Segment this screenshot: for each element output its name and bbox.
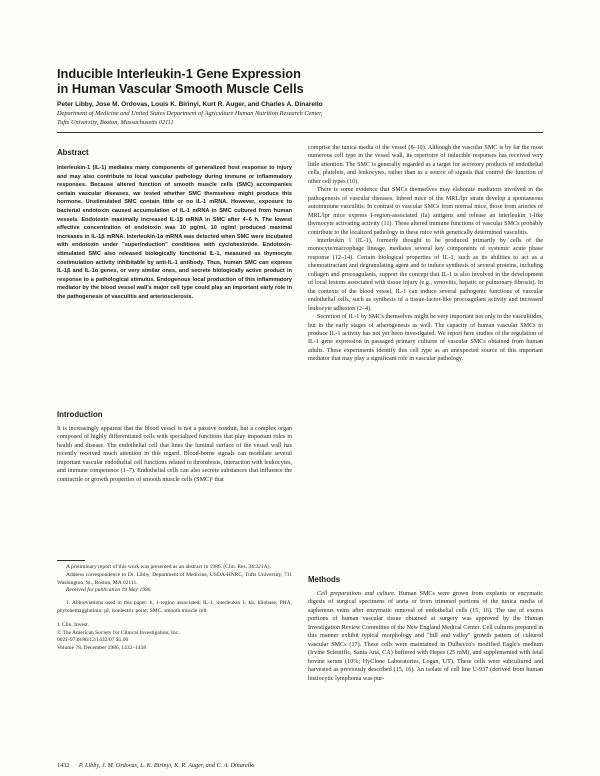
affiliation-line-2: Tufts University, Boston, Massachusetts 02111 bbox=[57, 118, 174, 126]
footnote-received: Received for publication 19 May 1986. bbox=[66, 587, 152, 594]
footnote-abbreviations: 1. Abbreviations used in this paper: h, 1-regino associated; IL-1, interleukin 1; kb, kilobase; PHA, phytohemagglutinin; pI, isoelectric point; SMC, smooth muscle cell. bbox=[57, 600, 292, 614]
methods-lead: Cell preparations and culture. bbox=[317, 591, 396, 597]
footnotes bbox=[57, 560, 292, 653]
footnote-prelim: A preliminary report of this work was presented as an abstract in 1986. (Clin. Res. 34:321A). bbox=[66, 564, 271, 570]
paragraph-interleukin: Interleukin 1 (IL-1), formerly thought to be produced primarily by cells of the monocyte/macrophage lineage, mediates several key components of systemic acute phase response (12–14). Certain biological properties of IL-1, such as its abilities to act as a chemoattractant and degranulating agent and to induce synthesis of several proteins, including collagen and procoagulants, support the concept that IL-1 is also involved in the development of local lesions associated with tissue injury (e.g., synovitis, hepatic or pulmonary fibrosis). In the contexts of the blood vessel, IL-1 can induce several pathogenic functions of vascular endothelial cells, such as synthesis of a tissue-factor-like procoagulant activity and increased leukocyte adhesion (2–4). bbox=[308, 237, 543, 312]
title-line-2: in Human Vascular Smooth Muscle Cells bbox=[57, 81, 304, 96]
volume-line: Volume 78, December 1986, 1432–1438 bbox=[57, 645, 147, 652]
methods-text bbox=[308, 590, 543, 683]
journal-name: J. Clin. Invest. bbox=[57, 621, 89, 628]
paragraph-continued: comprise the tunica media of the vessel (8–10). Although the vascular SMC is by far the most numerous cell type in the vessel wall, its repertoire of inducible responses has received very little attention. The SMC is generally regarded as a target for secretory products of endothelial cells, platelets, and leukocytes, rather than as a source of signals that control the function of other cell types (10). bbox=[308, 145, 543, 185]
header-rule bbox=[57, 132, 543, 133]
introduction-heading: Introduction bbox=[57, 410, 103, 419]
author-list: Peter Libby, Jose M. Ordovas, Louis K. Birinyi, Kurt R. Auger, and Charles A. Dinarello bbox=[57, 101, 323, 108]
title-line-1: Inducible Interleukin-1 Gene Expression bbox=[57, 66, 301, 81]
running-footer bbox=[57, 762, 254, 769]
methods-body: Human SMCs were grown from explants or enzymatic digests of surgical specimens of aorta or from trimmed portions of the tunica media of saphenous veins after enzymatic removal of endothelial cells (15, 16). The use of excess portions of human vascular tissue obtained at surgery was approved by the Human Investigation Review Committee of the New England Medical Center. Cell cultures prepared in this manner exhibit typical morphology and "hill and valley" growth pattern of cultured vascular SMCs (17). These cells were maintained in Dulbecco's modified Eagle's medium (Irvine Scientific, Santa Ana, CA) buffered with Hepes (25 mM), and supplemented with fetal bovine serum (10%; HyClone Laboratories, Logan, UT). These cells were subcultured and harvested as previously described (15, 16). An isolate of cell line U-937 (derived from human histiocytic lymphoma was pur- bbox=[308, 591, 543, 682]
affiliation-line-1: Department of Medicine and United States Department of Agriculture Human Nutrition Research Center, bbox=[57, 110, 323, 117]
right-column bbox=[308, 144, 543, 364]
paragraph-smc-evidence: There is some evidence that SMCs themselves may elaborate mediators involved in the pathogenesis of vascular diseases. Inbred mice of the MRL/lpr strain develop a spontaneous autoimmune vasculitis. In contrast to vascular SMCs from normal mice, those from arteries of MRL/lpr mice express I-region-associated (Ia) antigens and release an interleukin 1-like thymocyte activating activity (11). These altered immune functions of vascular SMCs probably contribute to the localized pathology in these mice with genetically determined vasculitis. bbox=[308, 187, 543, 236]
paragraph-secretion: Secretion of IL-1 by SMCs themselves might be very important not only to the vasculitides, but in the early stages of atherogenesis as well. The capacity of human vascular SMCs to produce IL-1 activity has not yet been investigated. We report here studies of the regulation of IL-1 gene expression in passaged primary cultures of vascular SMCs obtained from human adults. These experiments identify this cell type as an unexpected source of this important mediator that may play a significant role in vascular pathology. bbox=[308, 314, 543, 363]
abstract-section bbox=[57, 148, 292, 302]
footnote-rule bbox=[57, 560, 85, 561]
abstract-text: Interleukin-1 (IL-1) mediates many components of generalized host response to injury and may also contribute to local vascular pathology during immune or inflammatory responses. Because altered function of smooth muscle cells (SMC) accompanies certain vascular diseases, we tested whether SMC themselves might produce this hormone. Unstimulated SMC contain little or no IL-1 mRNA. However, exposure to bacterial endotoxin caused accumulation of IL-1 mRNA in SMC cultured from human vessels. Endotoxin maximally increased IL-1β mRNA in SMC after 4–6 h. The lowest effective concentration of endotoxin was 10 pg/ml, 10 ng/ml produced maximal increases in IL-1β mRNA. Interleukin-1α mRNA was detected when SMC were incubated with endotoxin under "superinduction" conditions with cycloheximide. Endotoxin-stimulated SMC also released biologically functional IL-1, measured as thymocyte costimulation activity inhibitable by anti-IL-1 antibody. Thus, human SMC can express IL-1β and IL-1α genes, or very similar ones, and secrete biologically active product in response to a pathological stimulus. Endogenous local production of this inflammatory mediator by the blood vessel wall's major cell type could play an important early role in the pathogenesis of vasculitis and arteriosclerosis. bbox=[57, 165, 292, 300]
running-authors: P. Libby, J. M. Ordovas, L. K. Birinyi, K. R. Auger, and C. A. Dinarello bbox=[78, 762, 255, 769]
introduction-section bbox=[57, 410, 292, 484]
methods-heading: Methods bbox=[308, 575, 341, 584]
issn-line: 0021-9738/86/12/1432/07 $1.00 bbox=[57, 637, 129, 644]
footnote-address: Address correspondence to Dr. Libby, Department of Medicine, USDA-HNRC, Tufts University, 711 Washington, St., Boston, MA 02111. bbox=[57, 571, 292, 586]
methods-section bbox=[308, 575, 543, 683]
page-number: 1432 bbox=[57, 762, 70, 769]
affiliation bbox=[57, 110, 557, 127]
copyright-line: © The American Society for Clinical Investigation, Inc. bbox=[57, 629, 180, 636]
article-title bbox=[57, 66, 527, 96]
introduction-text: It is increasingly apparent that the blood vessel is not a passive conduit, but a complex organ composed of highly differentiated cells with specialized functions that play important roles in health and disease. The endothelial cell that lines the luminal surface of the vessel wall has recently received much attention in this regard. Blood-borne signals can modulate several important vascular endothelial cell functions related to thrombosis, interaction with leukocytes, and immune competence (1–7). Endothelial cells can also secrete substances that influence the contractile or growth properties of smooth muscle cells (SMC)¹ that bbox=[57, 426, 292, 483]
abstract-heading: Abstract bbox=[57, 148, 89, 157]
